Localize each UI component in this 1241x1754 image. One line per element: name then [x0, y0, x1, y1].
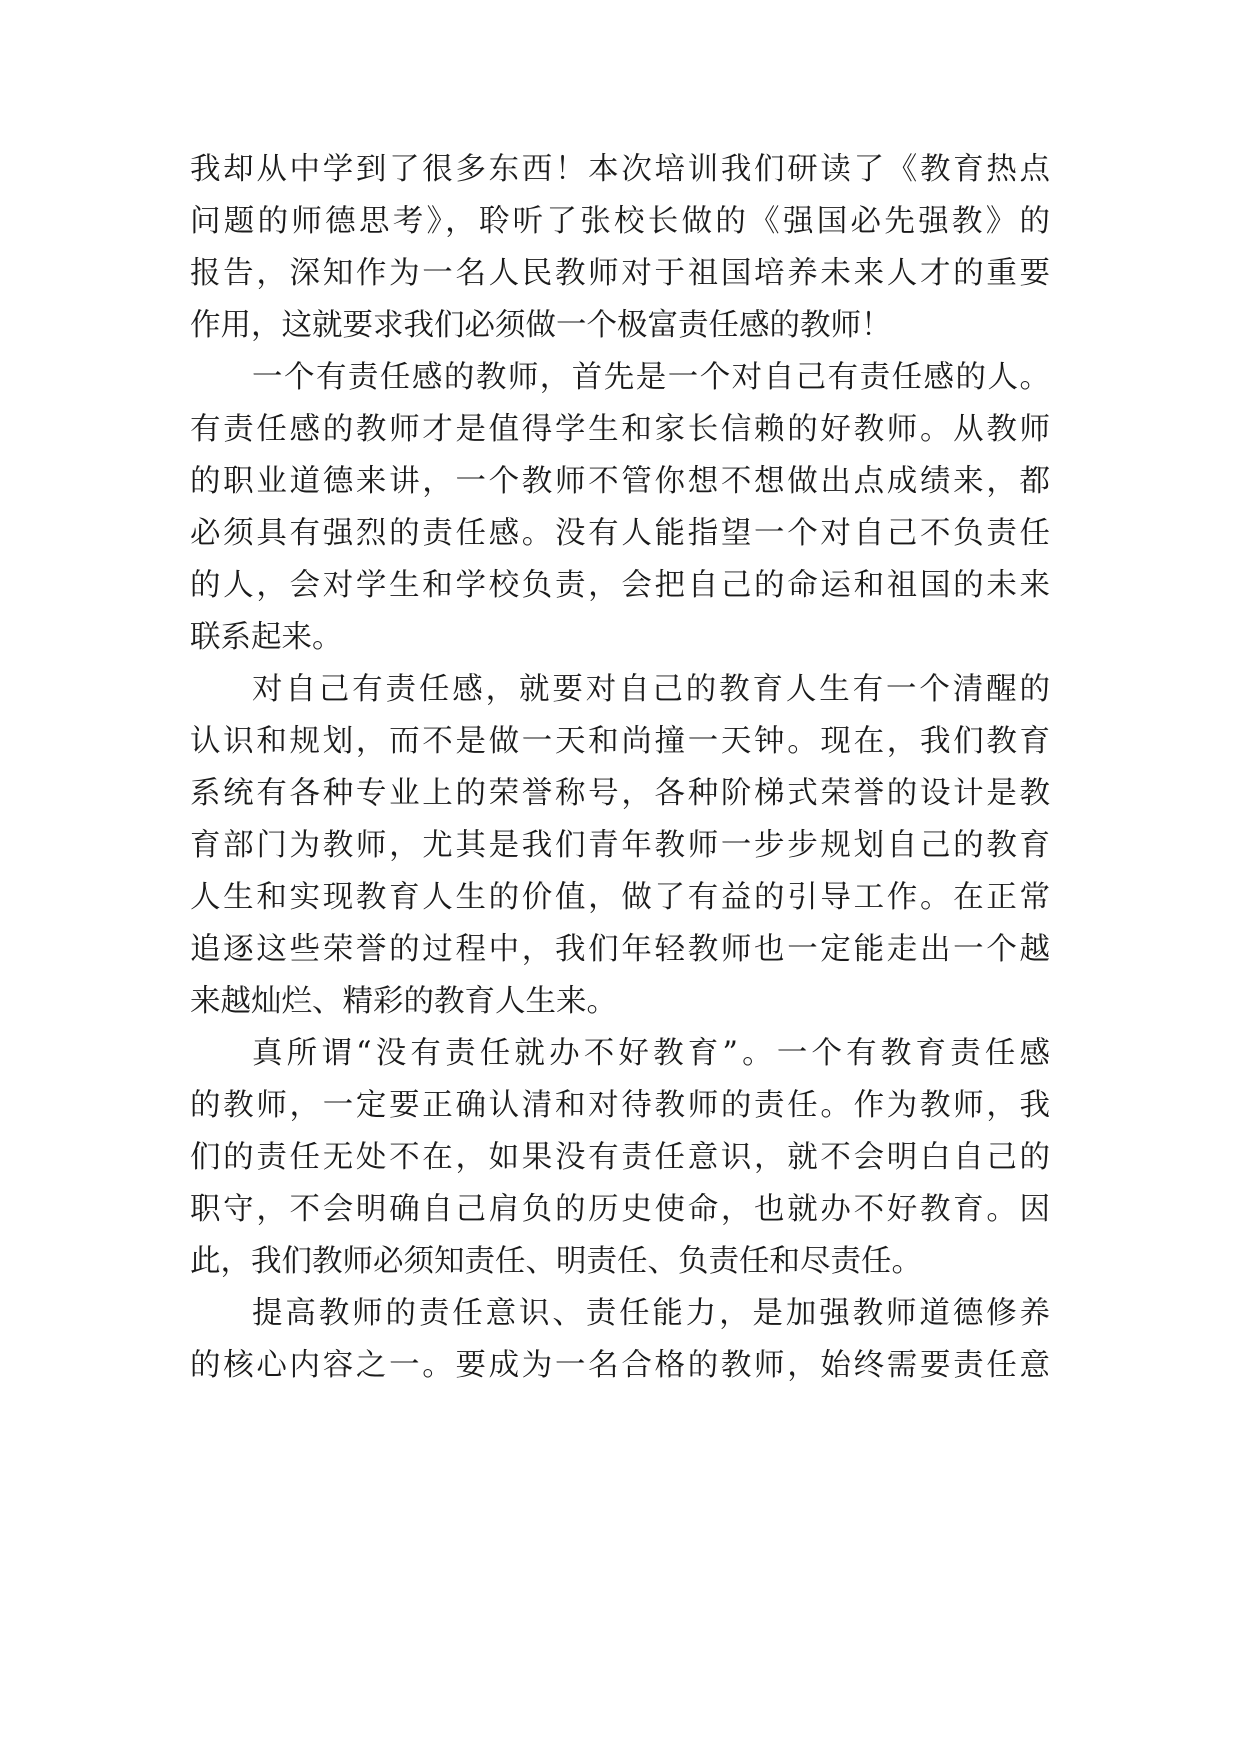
text-line: 报告，深知作为一名人民教师对于祖国培养未来人才的重要	[190, 256, 1050, 291]
text-line: 系统有各种专业上的荣誉称号，各种阶梯式荣誉的设计是教	[190, 776, 1050, 811]
text-line: 问题的师德思考》，聆听了张校长做的《强国必先强教》的	[190, 204, 1050, 239]
text-line: 的教师，一定要正确认清和对待教师的责任。作为教师，我	[190, 1088, 1050, 1123]
text-line: 此，我们教师必须知责任、明责任、负责任和尽责任。	[190, 1244, 922, 1279]
paragraph-first-line: 提高教师的责任意识、责任能力，是加强教师道德修养	[252, 1296, 1050, 1331]
text-line: 人生和实现教育人生的价值，做了有益的引导工作。在正常	[190, 880, 1050, 915]
text-line: 们的责任无处不在，如果没有责任意识，就不会明白自己的	[190, 1140, 1050, 1175]
paragraph-first-line: 一个有责任感的教师，首先是一个对自己有责任感的人。	[252, 360, 1050, 395]
text-line: 追逐这些荣誉的过程中，我们年轻教师也一定能走出一个越	[190, 932, 1050, 967]
text-line: 的人，会对学生和学校负责，会把自己的命运和祖国的未来	[190, 568, 1050, 603]
text-line: 的核心内容之一。要成为一名合格的教师，始终需要责任意	[190, 1348, 1050, 1383]
text-line: 联系起来。	[190, 620, 343, 655]
text-line: 我却从中学到了很多东西！本次培训我们研读了《教育热点	[190, 152, 1050, 187]
text-line: 必须具有强烈的责任感。没有人能指望一个对自己不负责任	[190, 516, 1050, 551]
text-line: 来越灿烂、精彩的教育人生来。	[190, 984, 617, 1019]
paragraph-first-line: 对自己有责任感，就要对自己的教育人生有一个清醒的	[252, 672, 1050, 707]
text-line: 认识和规划，而不是做一天和尚撞一天钟。现在，我们教育	[190, 724, 1050, 759]
text-line: 的职业道德来讲，一个教师不管你想不想做出点成绩来，都	[190, 464, 1050, 499]
text-line: 育部门为教师，尤其是我们青年教师一步步规划自己的教育	[190, 828, 1050, 863]
text-line: 作用，这就要求我们必须做一个极富责任感的教师！	[190, 308, 892, 343]
paragraph-first-line: 真所谓“没有责任就办不好教育”。一个有教育责任感	[252, 1036, 1050, 1071]
text-line: 职守，不会明确自己肩负的历史使命，也就办不好教育。因	[190, 1192, 1050, 1227]
text-line: 有责任感的教师才是值得学生和家长信赖的好教师。从教师	[190, 412, 1050, 447]
